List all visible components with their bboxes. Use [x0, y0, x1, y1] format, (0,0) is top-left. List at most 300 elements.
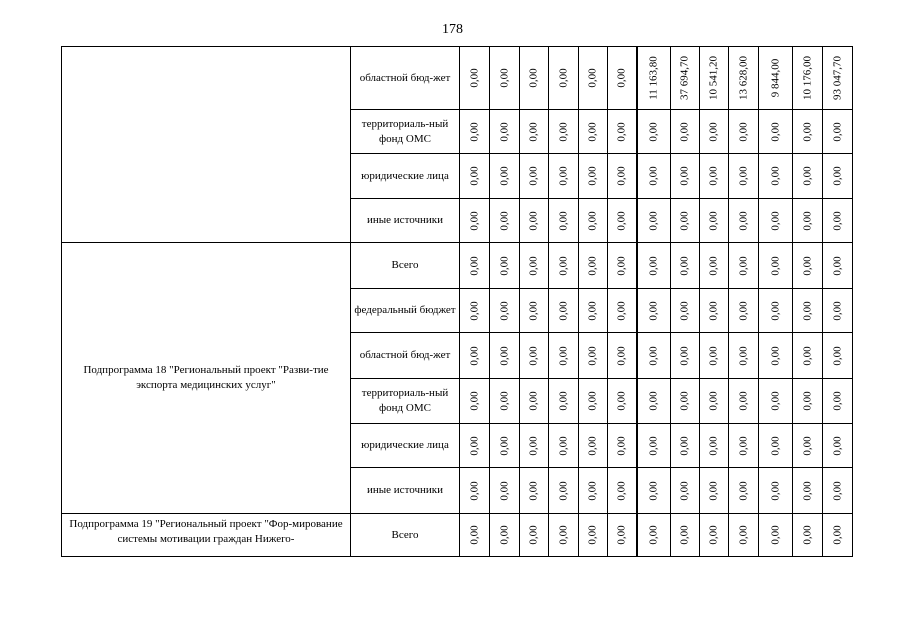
value-cell [793, 514, 823, 557]
funding-source-cell: юридические лица [351, 424, 460, 468]
value-text: 0,00 [498, 255, 510, 276]
value-cell [520, 424, 549, 468]
value-cell [729, 333, 759, 379]
value-cell [520, 47, 549, 110]
value-cell [490, 199, 520, 243]
value-cell [700, 110, 729, 154]
value-text: 0,00 [831, 210, 843, 231]
value-cell [823, 199, 853, 243]
value-text: 0,00 [557, 525, 569, 545]
value-text: 9 844,00 [769, 58, 781, 98]
value-cell [460, 424, 490, 468]
value-cell [793, 154, 823, 199]
value-cell [579, 47, 608, 110]
value-cell [671, 379, 700, 424]
value-cell [793, 333, 823, 379]
value-cell [671, 333, 700, 379]
value-cell [608, 110, 637, 154]
value-cell [460, 289, 490, 333]
value-text: 0,00 [615, 391, 628, 411]
value-text: 0,00 [707, 391, 720, 411]
value-text: 0,00 [468, 300, 480, 321]
value-text: 0,00 [527, 210, 540, 231]
value-cell [671, 110, 700, 154]
value-cell [549, 424, 579, 468]
value-text: 0,00 [831, 121, 843, 142]
value-cell [729, 110, 759, 154]
value-text: 0,00 [557, 435, 569, 456]
value-cell [700, 424, 729, 468]
value-text: 0,00 [801, 300, 813, 321]
value-text: 0,00 [737, 345, 749, 366]
value-cell [520, 289, 549, 333]
value-text: 10 176,00 [801, 56, 813, 100]
value-cell [549, 243, 579, 289]
value-text: 0,00 [586, 210, 599, 231]
value-cell [729, 199, 759, 243]
value-text: 0,00 [737, 480, 749, 501]
value-text: 0,00 [498, 435, 510, 456]
value-cell [700, 47, 729, 110]
value-text: 0,00 [527, 480, 540, 501]
value-cell [759, 243, 793, 289]
value-cell [460, 47, 490, 110]
value-text: 0,00 [678, 345, 691, 366]
value-text: 0,00 [468, 121, 480, 142]
value-text: 0,00 [647, 435, 660, 456]
value-cell [608, 154, 637, 199]
value-text: 0,00 [527, 300, 540, 321]
value-cell [637, 154, 671, 199]
value-text: 0,00 [615, 121, 628, 142]
value-cell [579, 199, 608, 243]
value-text: 0,00 [707, 300, 720, 321]
value-text: 0,00 [647, 525, 660, 545]
subprogram-title-cell: Подпрограмма 19 "Региональный проект "Фор-мирование системы мотивации граждан Нижего- [62, 514, 351, 557]
value-cell [729, 514, 759, 557]
value-cell [549, 289, 579, 333]
value-text: 0,00 [615, 345, 628, 366]
value-text: 0,00 [678, 480, 691, 501]
value-text: 11 163,80 [647, 56, 660, 100]
value-cell [460, 199, 490, 243]
value-text: 0,00 [831, 255, 843, 276]
value-cell [608, 243, 637, 289]
value-text: 0,00 [737, 300, 749, 321]
value-cell [608, 424, 637, 468]
value-cell [700, 468, 729, 514]
value-cell [490, 154, 520, 199]
value-text: 0,00 [615, 300, 628, 321]
value-cell [520, 243, 549, 289]
value-text: 0,00 [557, 255, 569, 276]
value-text: 0,00 [468, 210, 480, 231]
budget-table [61, 46, 853, 557]
value-text: 0,00 [615, 435, 628, 456]
value-cell [759, 424, 793, 468]
value-text: 0,00 [831, 525, 843, 545]
value-cell [460, 110, 490, 154]
value-cell [490, 468, 520, 514]
value-text: 0,00 [737, 435, 749, 456]
value-cell [759, 47, 793, 110]
value-cell [608, 47, 637, 110]
value-text: 0,00 [557, 68, 569, 88]
value-text: 0,00 [737, 525, 749, 545]
value-cell [823, 379, 853, 424]
value-text: 0,00 [831, 345, 843, 366]
table-row [62, 47, 853, 110]
value-cell [793, 110, 823, 154]
value-text: 0,00 [527, 68, 540, 88]
value-text: 0,00 [468, 525, 480, 545]
value-text: 0,00 [647, 391, 660, 411]
value-text: 0,00 [831, 435, 843, 456]
value-text: 0,00 [678, 391, 691, 411]
value-text: 0,00 [707, 525, 720, 545]
value-text: 0,00 [678, 166, 691, 186]
value-text: 0,00 [647, 210, 660, 231]
value-text: 0,00 [801, 210, 813, 231]
value-text: 0,00 [557, 210, 569, 231]
value-cell [549, 199, 579, 243]
funding-source-cell: территориаль-ный фонд ОМС [351, 379, 460, 424]
funding-source-cell: областной бюд-жет [351, 47, 460, 110]
value-text: 0,00 [737, 391, 749, 411]
value-cell [793, 243, 823, 289]
value-cell [793, 199, 823, 243]
value-text: 0,00 [769, 435, 781, 456]
value-text: 0,00 [586, 345, 599, 366]
value-cell [671, 289, 700, 333]
value-cell [729, 47, 759, 110]
value-text: 0,00 [769, 391, 781, 411]
value-text: 0,00 [801, 435, 813, 456]
value-cell [579, 424, 608, 468]
value-cell [549, 333, 579, 379]
value-text: 0,00 [678, 435, 691, 456]
value-cell [490, 424, 520, 468]
value-cell [700, 154, 729, 199]
value-text: 0,00 [615, 480, 628, 501]
value-text: 0,00 [557, 166, 569, 186]
value-cell [671, 199, 700, 243]
value-cell [579, 154, 608, 199]
funding-source-cell: федеральный бюджет [351, 289, 460, 333]
value-text: 0,00 [468, 68, 480, 88]
value-text: 0,00 [769, 210, 781, 231]
value-cell [729, 379, 759, 424]
value-cell [460, 514, 490, 557]
value-text: 0,00 [801, 121, 813, 142]
value-cell [460, 468, 490, 514]
value-text: 0,00 [586, 166, 599, 186]
value-text: 0,00 [586, 255, 599, 276]
value-text: 0,00 [468, 345, 480, 366]
value-text: 0,00 [707, 435, 720, 456]
value-cell [520, 333, 549, 379]
value-cell [460, 333, 490, 379]
value-text: 0,00 [498, 480, 510, 501]
value-text: 0,00 [527, 435, 540, 456]
value-text: 0,00 [831, 480, 843, 501]
value-cell [823, 514, 853, 557]
value-cell [700, 199, 729, 243]
value-text: 0,00 [831, 391, 843, 411]
value-text: 0,00 [557, 300, 569, 321]
funding-source-cell: иные источники [351, 199, 460, 243]
value-cell [823, 243, 853, 289]
value-text: 0,00 [647, 345, 660, 366]
value-text: 0,00 [707, 255, 720, 276]
value-cell [579, 289, 608, 333]
value-text: 0,00 [615, 255, 628, 276]
value-text: 0,00 [678, 300, 691, 321]
value-cell [759, 289, 793, 333]
value-text: 0,00 [498, 68, 510, 88]
value-text: 0,00 [801, 255, 813, 276]
value-cell [520, 154, 549, 199]
value-cell [729, 154, 759, 199]
value-text: 0,00 [769, 345, 781, 366]
value-text: 0,00 [468, 435, 480, 456]
value-text: 0,00 [707, 480, 720, 501]
value-cell [729, 424, 759, 468]
value-text: 0,00 [615, 68, 628, 88]
value-text: 0,00 [557, 391, 569, 411]
value-cell [549, 379, 579, 424]
value-cell [549, 47, 579, 110]
value-cell [823, 424, 853, 468]
value-cell [671, 154, 700, 199]
value-cell [520, 110, 549, 154]
value-text: 0,00 [647, 166, 660, 186]
value-text: 0,00 [737, 121, 749, 142]
subprogram-title-cell [62, 47, 351, 243]
value-text: 0,00 [586, 435, 599, 456]
value-cell [759, 468, 793, 514]
value-text: 0,00 [769, 480, 781, 501]
value-text: 0,00 [769, 300, 781, 321]
value-cell [793, 379, 823, 424]
value-cell [549, 110, 579, 154]
value-cell [608, 468, 637, 514]
value-text: 0,00 [468, 480, 480, 501]
value-text: 0,00 [498, 300, 510, 321]
value-text: 0,00 [615, 210, 628, 231]
value-cell [759, 333, 793, 379]
value-text: 0,00 [586, 68, 599, 88]
value-text: 0,00 [707, 345, 720, 366]
value-cell [520, 199, 549, 243]
value-text: 10 541,20 [707, 56, 720, 100]
value-text: 0,00 [498, 210, 510, 231]
value-cell [490, 333, 520, 379]
value-text: 0,00 [647, 255, 660, 276]
value-cell [637, 289, 671, 333]
value-text: 0,00 [527, 121, 540, 142]
value-cell [793, 289, 823, 333]
value-cell [490, 379, 520, 424]
value-text: 0,00 [831, 300, 843, 321]
value-text: 0,00 [737, 166, 749, 186]
value-cell [579, 468, 608, 514]
value-text: 0,00 [498, 121, 510, 142]
value-text: 0,00 [586, 480, 599, 501]
value-cell [637, 514, 671, 557]
value-text: 0,00 [678, 525, 691, 545]
value-cell [793, 47, 823, 110]
value-cell [490, 289, 520, 333]
value-cell [700, 243, 729, 289]
value-text: 0,00 [586, 300, 599, 321]
value-cell [700, 289, 729, 333]
value-cell [608, 514, 637, 557]
value-cell [490, 47, 520, 110]
value-text: 0,00 [707, 166, 720, 186]
value-text: 0,00 [769, 255, 781, 276]
value-cell [637, 243, 671, 289]
value-cell [700, 333, 729, 379]
page-number: 178 [442, 22, 463, 37]
value-text: 0,00 [527, 345, 540, 366]
value-text: 0,00 [557, 345, 569, 366]
value-text: 0,00 [615, 166, 628, 186]
value-cell [759, 110, 793, 154]
value-text: 13 628,00 [737, 56, 749, 100]
value-cell [671, 47, 700, 110]
value-cell [520, 468, 549, 514]
value-cell [823, 468, 853, 514]
value-text: 0,00 [615, 525, 628, 545]
value-cell [637, 199, 671, 243]
value-cell [671, 424, 700, 468]
value-text: 0,00 [557, 480, 569, 501]
value-cell [671, 243, 700, 289]
value-text: 0,00 [586, 391, 599, 411]
funding-source-cell: территориаль-ный фонд ОМС [351, 110, 460, 154]
value-cell [823, 289, 853, 333]
value-cell [823, 154, 853, 199]
value-text: 0,00 [769, 121, 781, 142]
value-text: 0,00 [801, 391, 813, 411]
value-cell [608, 289, 637, 333]
value-text: 0,00 [737, 255, 749, 276]
value-text: 0,00 [527, 255, 540, 276]
table-row [62, 514, 853, 557]
value-cell [759, 514, 793, 557]
value-text: 0,00 [586, 525, 599, 545]
value-cell [637, 379, 671, 424]
value-cell [823, 47, 853, 110]
value-text: 0,00 [498, 345, 510, 366]
funding-source-cell: юридические лица [351, 154, 460, 199]
value-cell [608, 199, 637, 243]
value-cell [759, 379, 793, 424]
value-text: 0,00 [468, 391, 480, 411]
funding-source-cell: областной бюд-жет [351, 333, 460, 379]
value-cell [637, 424, 671, 468]
value-cell [579, 243, 608, 289]
value-cell [490, 514, 520, 557]
value-text: 0,00 [647, 480, 660, 501]
value-text: 0,00 [468, 255, 480, 276]
value-cell [729, 289, 759, 333]
value-cell [608, 379, 637, 424]
value-text: 0,00 [678, 255, 691, 276]
value-text: 0,00 [468, 166, 480, 186]
value-cell [460, 154, 490, 199]
value-text: 0,00 [647, 121, 660, 142]
value-text: 0,00 [586, 121, 599, 142]
funding-source-cell: Всего [351, 243, 460, 289]
value-cell [549, 154, 579, 199]
value-text: 0,00 [831, 166, 843, 186]
value-text: 93 047,70 [831, 56, 843, 100]
value-cell [729, 468, 759, 514]
table-row [62, 243, 853, 289]
value-cell [579, 514, 608, 557]
value-cell [490, 243, 520, 289]
value-cell [637, 110, 671, 154]
value-text: 0,00 [801, 525, 813, 545]
value-text: 0,00 [527, 166, 540, 186]
value-text: 0,00 [678, 210, 691, 231]
value-text: 37 694,70 [678, 56, 691, 100]
value-cell [549, 514, 579, 557]
value-cell [793, 424, 823, 468]
value-cell [759, 199, 793, 243]
value-cell [700, 514, 729, 557]
value-cell [671, 514, 700, 557]
value-text: 0,00 [801, 480, 813, 501]
value-text: 0,00 [527, 391, 540, 411]
value-cell [793, 468, 823, 514]
value-cell [700, 379, 729, 424]
value-cell [520, 379, 549, 424]
value-text: 0,00 [801, 345, 813, 366]
value-text: 0,00 [498, 166, 510, 186]
value-cell [490, 110, 520, 154]
value-text: 0,00 [498, 525, 510, 545]
value-text: 0,00 [769, 525, 781, 545]
value-cell [520, 514, 549, 557]
value-cell [823, 110, 853, 154]
subprogram-title-cell: Подпрограмма 18 "Региональный проект "Разви-тие экспорта медицинских услуг" [62, 243, 351, 514]
funding-source-cell: иные источники [351, 468, 460, 514]
value-cell [637, 47, 671, 110]
value-cell [671, 468, 700, 514]
value-cell [460, 379, 490, 424]
value-cell [579, 110, 608, 154]
value-cell [637, 333, 671, 379]
value-text: 0,00 [678, 121, 691, 142]
value-cell [579, 333, 608, 379]
value-cell [460, 243, 490, 289]
value-cell [759, 154, 793, 199]
value-text: 0,00 [647, 300, 660, 321]
value-cell [637, 468, 671, 514]
value-text: 0,00 [707, 210, 720, 231]
value-cell [608, 333, 637, 379]
value-text: 0,00 [737, 210, 749, 231]
value-cell [823, 333, 853, 379]
value-text: 0,00 [801, 166, 813, 186]
value-cell [579, 379, 608, 424]
value-text: 0,00 [707, 121, 720, 142]
funding-source-cell: Всего [351, 514, 460, 557]
value-cell [549, 468, 579, 514]
